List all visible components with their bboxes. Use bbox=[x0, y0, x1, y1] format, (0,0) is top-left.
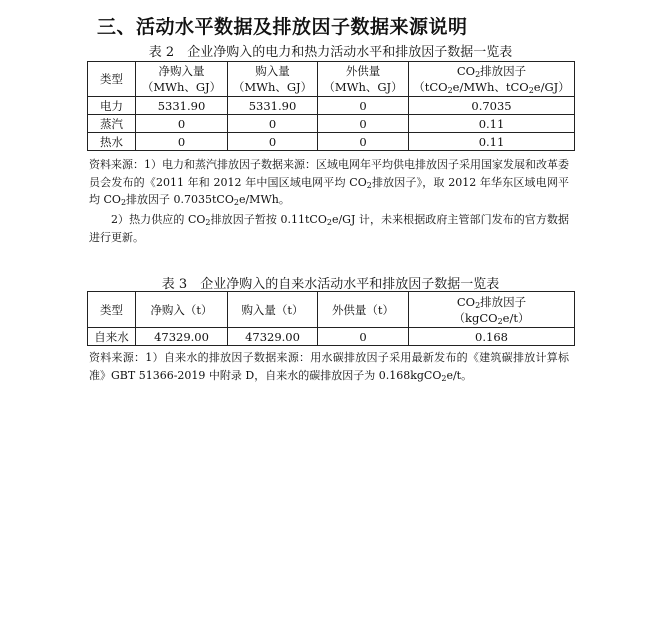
table-cell: 0.11 bbox=[409, 115, 575, 133]
table-cell: 0 bbox=[228, 133, 318, 151]
table-cell: 0 bbox=[318, 97, 409, 115]
table2-source-note-1: 资料来源：1）电力和蒸汽排放因子数据来源：区域电网年平均供电排放因子采用国家发展和改革委员会发布的《2011 年和 2012 年中国区域电网平均 $CO_2$排放因子》，取 2012 年华东区域电网平均 $CO_2$排放因子 0.7035tCO$_2$e/MWh。 bbox=[89, 158, 569, 208]
table3-caption: 表 3 企业净购入的自来水活动水平和排放因子数据一览表 bbox=[161, 277, 500, 292]
table-cell: 0.168 bbox=[409, 328, 575, 346]
table3-source-note: 资料来源：1）自来水的排放因子数据来源：用水碳排放因子采用最新发布的《建筑碳排放计算标准》GBT 51366-2019 中附录 D，自来水的碳排放因子为 0.168kgCO$_2$e/t。 bbox=[89, 351, 569, 383]
table2-header-supply: 外供量 （MWh、GJ） bbox=[318, 62, 409, 97]
table-cell: 0 bbox=[318, 328, 409, 346]
table2 bbox=[87, 61, 575, 151]
table-cell: 0.7035 bbox=[409, 97, 575, 115]
table-cell: 自来水 bbox=[88, 328, 136, 346]
table-cell: 0 bbox=[318, 115, 409, 133]
table2-header-purchase: 购入量 （MWh、GJ） bbox=[228, 62, 318, 97]
table2-row-electricity bbox=[88, 97, 575, 115]
table2-caption: 表 2 企业净购入的电力和热力活动水平和排放因子数据一览表 bbox=[148, 45, 513, 60]
table2-row-hot-water bbox=[88, 133, 575, 151]
table3-header-supply: 外供量（t） bbox=[318, 292, 409, 328]
table2-header-type: 类型 bbox=[88, 62, 136, 97]
table-cell: 电力 bbox=[88, 97, 136, 115]
table-cell: 47329.00 bbox=[228, 328, 318, 346]
table3-header-purchase: 购入量（t） bbox=[228, 292, 318, 328]
table2-header-factor: $CO_2$排放因子 （tCO$_2$e/MWh、tCO$_2$e/GJ） bbox=[409, 62, 575, 97]
table-cell: 0 bbox=[228, 115, 318, 133]
section-title: 三、活动水平数据及排放因子数据来源说明 bbox=[97, 16, 468, 38]
table-cell: 5331.90 bbox=[136, 97, 228, 115]
table2-source-note-2: 2）热力供应的 $CO_2$排放因子暂按 0.11tCO$_2$e/GJ 计，未来根据政府主管部门发布的官方数据进行更新。 bbox=[89, 213, 569, 244]
table-cell: 0 bbox=[136, 115, 228, 133]
table-cell: 0.11 bbox=[409, 133, 575, 151]
table2-row-steam bbox=[88, 115, 575, 133]
table3-header-type: 类型 bbox=[88, 292, 136, 328]
table-cell: 47329.00 bbox=[136, 328, 228, 346]
table-cell: 0 bbox=[318, 133, 409, 151]
table3-header-row bbox=[88, 292, 575, 328]
table3-header-factor: $CO_2$排放因子 （kgCO$_2$e/t） bbox=[409, 292, 575, 328]
table-cell: 5331.90 bbox=[228, 97, 318, 115]
table3-row-tap-water bbox=[88, 328, 575, 346]
table2-header-row bbox=[88, 62, 575, 97]
table-cell: 0 bbox=[136, 133, 228, 151]
table-cell: 蒸汽 bbox=[88, 115, 136, 133]
table3 bbox=[87, 291, 575, 346]
table2-header-net-purchase: 净购入量 （MWh、GJ） bbox=[136, 62, 228, 97]
table3-header-net-purchase: 净购入（t） bbox=[136, 292, 228, 328]
table-cell: 热水 bbox=[88, 133, 136, 151]
